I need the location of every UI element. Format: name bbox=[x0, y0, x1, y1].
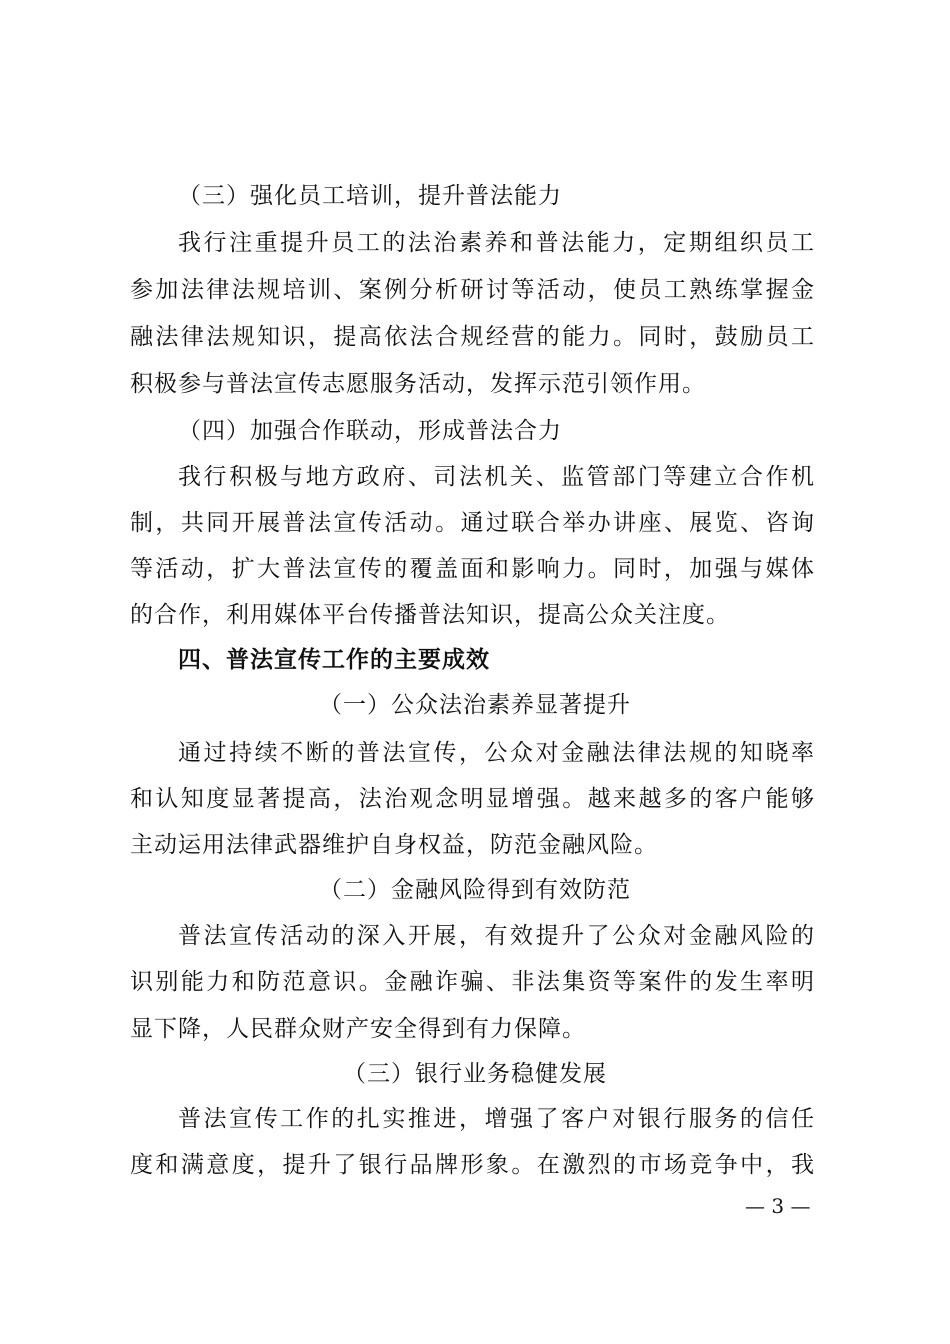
paragraph-line: 我行注重提升员工的法治素养和普法能力，定期组织员工 bbox=[178, 230, 815, 256]
paragraph-line: 参加法律法规培训、案例分析研讨等活动，使员工熟练掌握金 bbox=[130, 277, 815, 303]
paragraph-line: 等活动，扩大普法宣传的覆盖面和影响力。同时，加强与媒体 bbox=[130, 556, 815, 582]
paragraph-line: 积极参与普法宣传志愿服务活动，发挥示范引领作用。 bbox=[130, 371, 706, 397]
paragraph-line: 普法宣传活动的深入开展，有效提升了公众对金融风险的 bbox=[178, 923, 815, 949]
paragraph-line: 显下降，人民群众财产安全得到有力保障。 bbox=[130, 1016, 586, 1042]
paragraph-line: 普法宣传工作的扎实推进，增强了客户对银行服务的信任 bbox=[178, 1106, 815, 1132]
result-heading-2: （二）金融风险得到有效防范 bbox=[319, 877, 631, 903]
section-heading-3: （三）强化员工培训，提升普法能力 bbox=[178, 183, 562, 209]
paragraph-line: 制，共同开展普法宣传活动。通过联合举办讲座、展览、咨询 bbox=[130, 510, 815, 536]
result-heading-3: （三）银行业务稳健发展 bbox=[343, 1061, 607, 1087]
chapter-heading: 四、普法宣传工作的主要成效 bbox=[178, 647, 490, 673]
paragraph-line: 我行积极与地方政府、司法机关、监管部门等建立合作机 bbox=[178, 464, 815, 490]
paragraph-line: 融法律法规知识，提高依法合规经营的能力。同时，鼓励员工 bbox=[130, 324, 815, 350]
section-heading-4: （四）加强合作联动，形成普法合力 bbox=[178, 418, 562, 444]
paragraph-line: 主动运用法律武器维护自身权益，防范金融风险。 bbox=[130, 832, 658, 858]
paragraph-line: 识别能力和防范意识。金融诈骗、非法集资等案件的发生率明 bbox=[130, 969, 815, 995]
page-number: — 3 — bbox=[745, 1194, 811, 1218]
paragraph-line: 度和满意度，提升了银行品牌形象。在激烈的市场竞争中，我 bbox=[130, 1152, 815, 1178]
paragraph-line: 通过持续不断的普法宣传，公众对金融法律法规的知晓率 bbox=[178, 740, 815, 766]
paragraph-line: 和认知度显著提高，法治观念明显增强。越来越多的客户能够 bbox=[130, 786, 815, 812]
result-heading-1: （一）公众法治素养显著提升 bbox=[319, 692, 631, 718]
paragraph-line: 的合作，利用媒体平台传播普法知识，提高公众关注度。 bbox=[130, 602, 730, 628]
